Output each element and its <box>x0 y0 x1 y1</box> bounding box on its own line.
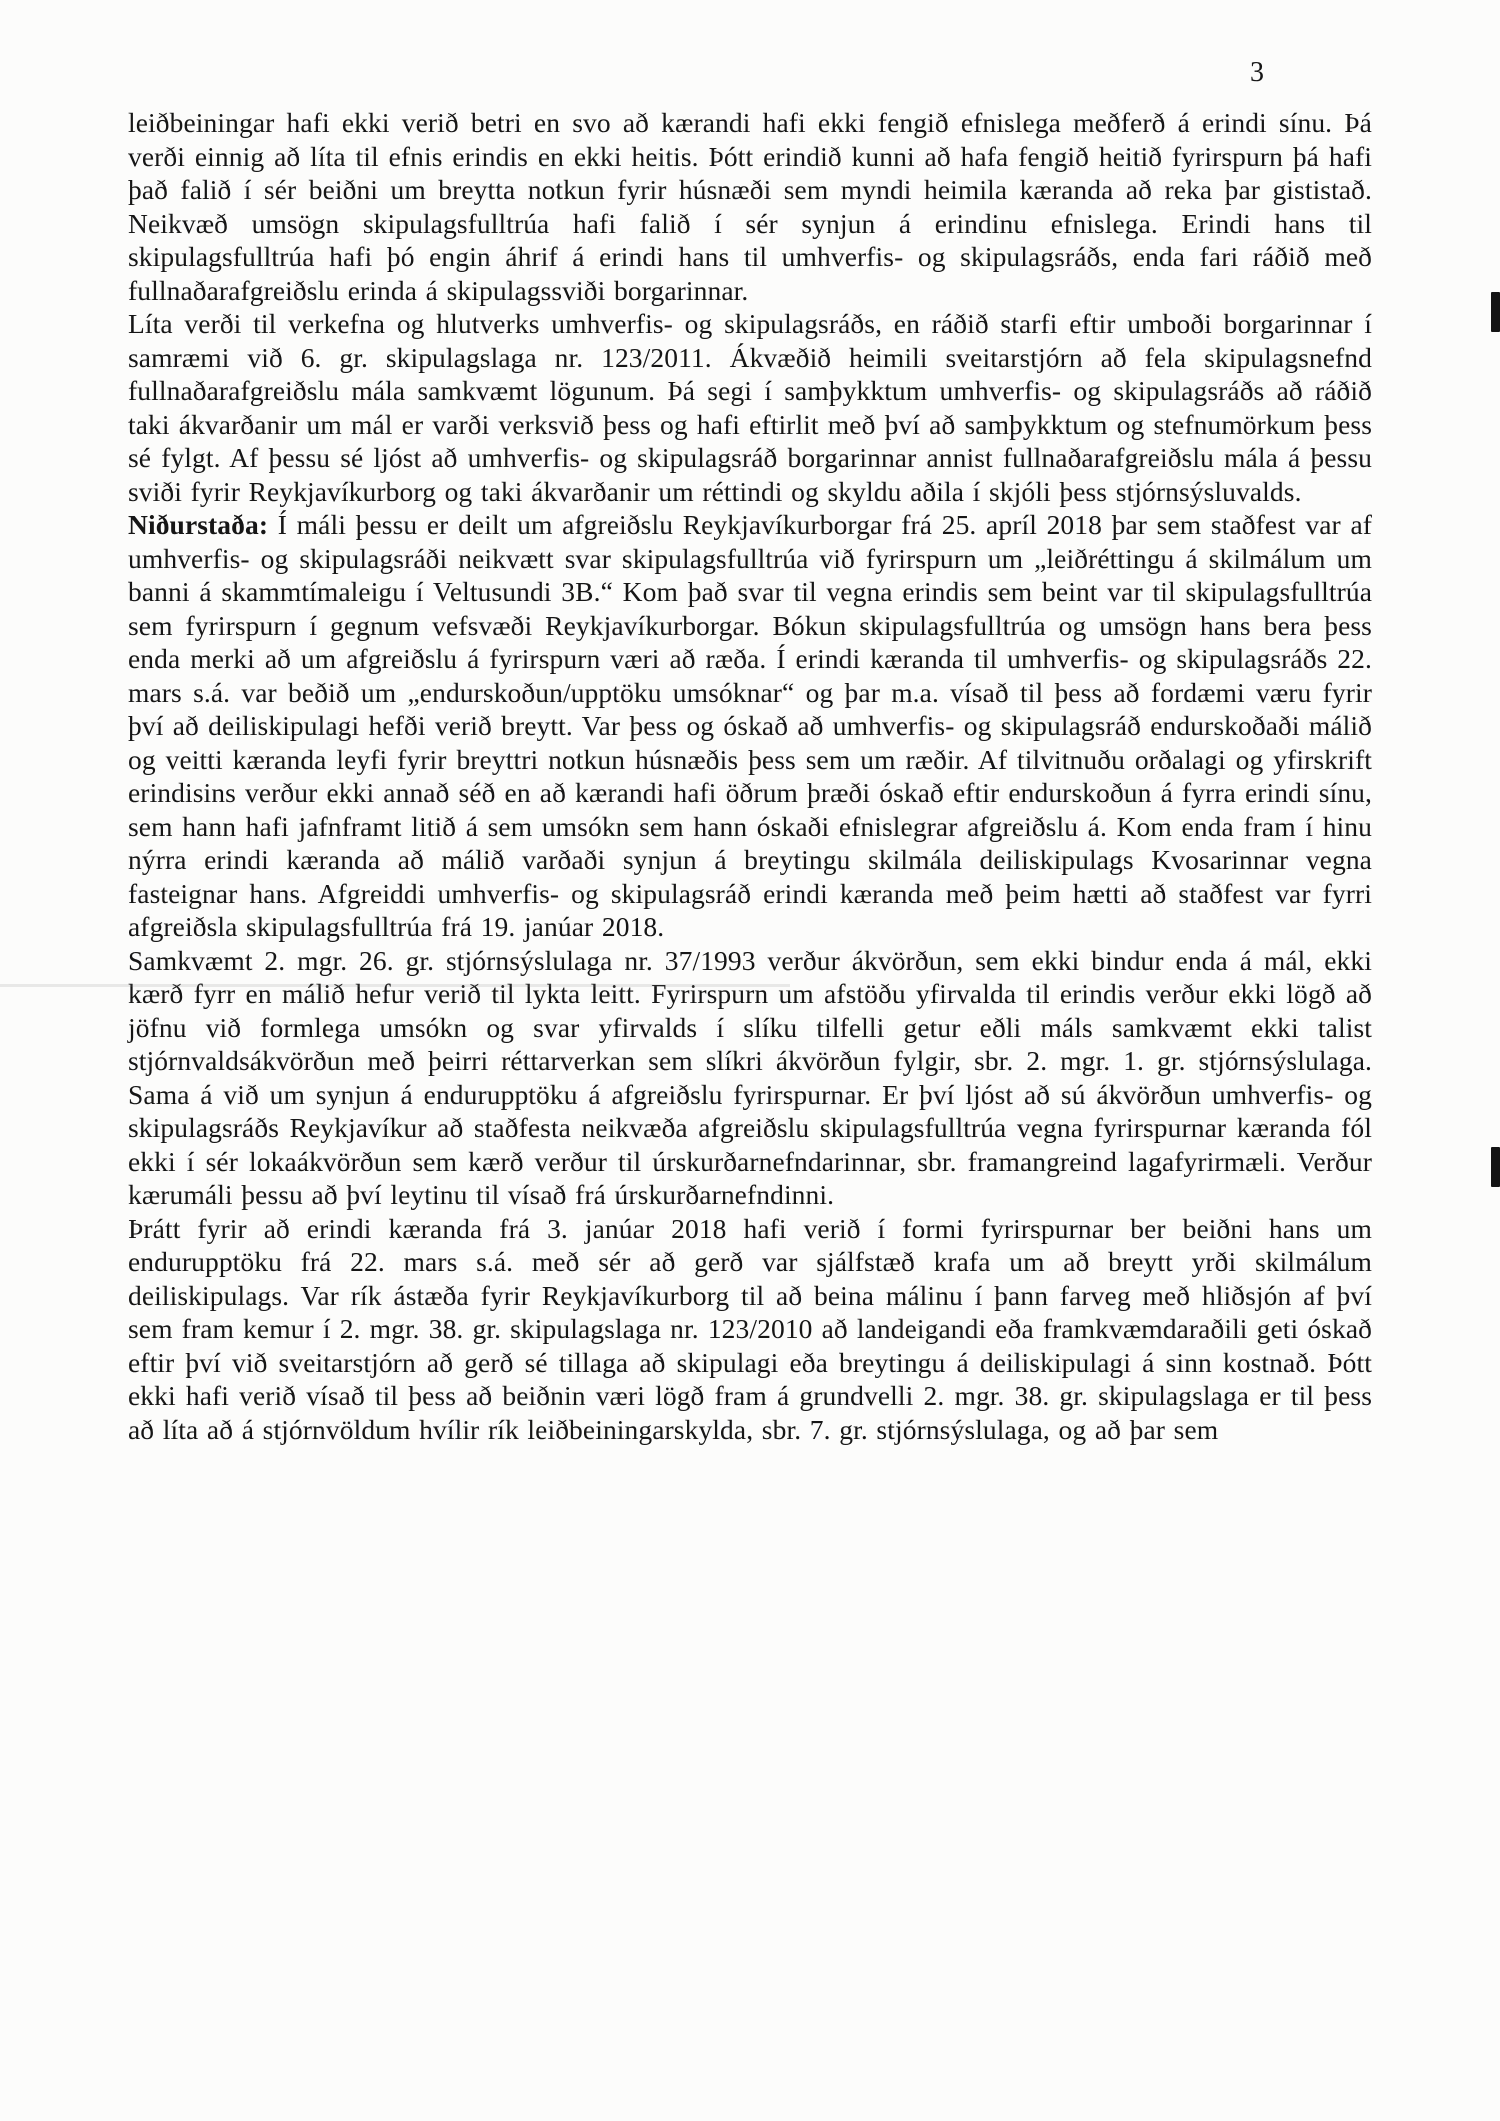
paragraph-2 <box>128 307 1372 508</box>
paragraph-text: Þrátt fyrir að erindi kæranda frá 3. janúar 2018 hafi verið í formi fyrirspurnar ber beiðni hans um endurupptöku frá 22. mars s.á. með sér að gerð var sjálfstæð krafa um að breytt yrði skilmálum deiliskipulags. Var rík ástæða fyrir Reykjavíkurborg til að beina málinu í þann farveg með hliðsjón af því sem fram kemur í 2. mgr. 38. gr. skipulagslaga nr. 123/2010 að landeigandi eða framkvæmdaraðili geti óskað eftir því við sveitarstjórn að gerð sé tillaga að skipulagi eða breytingu á deiliskipulagi á sinn kostnað. Þótt ekki hafi verið vísað til þess að beiðnin væri lögð fram á grundvelli 2. mgr. 38. gr. skipulagslaga er til þess að líta að á stjórnvöldum hvílir rík leiðbeiningarskylda, sbr. 7. gr. stjórnsýslulaga, og að þar sem <box>128 1212 1372 1445</box>
page-number: 3 <box>1250 57 1264 88</box>
paragraph-5 <box>128 1212 1372 1447</box>
paragraph-1 <box>128 106 1372 307</box>
scan-edge-mark-artifact <box>1491 1147 1500 1187</box>
scan-edge-mark-artifact <box>1491 292 1500 332</box>
paragraph-text: Líta verði til verkefna og hlutverks umhverfis- og skipulagsráðs, en ráðið starfi eftir umboði borgarinnar í samræmi við 6. gr. skipulagslaga nr. 123/2011. Ákvæðið heimili sveitarstjórn að fela skipulagsnefnd fullnaðarafgreiðslu mála samkvæmt lögunum. Þá segi í samþykktum umhverfis- og skipulagsráðs að ráðið taki ákvarðanir um mál er varði verksvið þess og hafi eftirlit með því að samþykktum og stefnumörkum þess sé fylgt. Af þessu sé ljóst að umhverfis- og skipulagsráð borgarinnar annist fullnaðarafgreiðslu mála á þessu sviði fyrir Reykjavíkurborg og taki ákvarðanir um réttindi og skyldu aðila í skjóli þess stjórnsýsluvalds. <box>128 308 1372 507</box>
paragraph-text: Samkvæmt 2. mgr. 26. gr. stjórnsýslulaga nr. 37/1993 verður ákvörðun, sem ekki bindur enda á mál, ekki kærð fyrr en málið hefur verið til lykta leitt. Fyrirspurn um afstöðu yfirvalda til erindis verður ekki lögð að jöfnu við formlega umsókn og svar yfirvalds í slíku tilfelli getur eðli máls samkvæmt ekki talist stjórnvaldsákvörðun með þeirri réttarverkan sem slíkri ákvörðun fylgir, sbr. 2. mgr. 1. gr. stjórnsýslulaga. Sama á við um synjun á endurupptöku á afgreiðslu fyrirspurnar. Er því ljóst að sú ákvörðun umhverfis- og skipulagsráðs Reykjavíkur að staðfesta neikvæða afgreiðslu skipulagsfulltrúa vegna fyrirspurnar kæranda fól ekki í sér lokaákvörðun sem kærð verður til úrskurðarnefndarinnar, sbr. framangreind lagafyrirmæli. Verður kærumáli þessu að því leytinu til vísað frá úrskurðarnefndinni. <box>128 944 1372 1210</box>
scan-line-artifact <box>0 984 790 987</box>
conclusion-label: Niðurstaða: <box>128 509 269 540</box>
paragraph-text: leiðbeiningar hafi ekki verið betri en svo að kærandi hafi ekki fengið efnislega meðferð á erindi sínu. Þá verði einnig að líta til efnis erindis en ekki heitis. Þótt erindið kunni að hafa fengið heitið fyrirspurn þá hafi það falið í sér beiðni um breytta notkun fyrir húsnæði sem myndi heimila kæranda að reka þar gististað. Neikvæð umsögn skipulagsfulltrúa hafi falið í sér synjun á erindinu efnislega. Erindi hans til skipulagsfulltrúa hafi þó engin áhrif á erindi hans til umhverfis- og skipulagsráðs, enda fari ráðið með fullnaðarafgreiðslu erinda á skipulagssviði borgarinnar. <box>128 107 1372 306</box>
paragraph-text: Í máli þessu er deilt um afgreiðslu Reykjavíkurborgar frá 25. apríl 2018 þar sem staðfest var af umhverfis- og skipulagsráði neikvætt svar skipulagsfulltrúa við fyrirspurn um „leiðréttingu á skilmálum um banni á skammtímaleigu í Veltusundi 3B.“ Kom það svar til vegna erindis sem beint var til skipulagsfulltrúa sem fyrirspurn í gegnum vefsvæði Reykjavíkurborgar. Bókun skipulagsfulltrúa og umsögn hans bera þess enda merki að um afgreiðslu á fyrirspurn væri að ræða. Í erindi kæranda til umhverfis- og skipulagsráðs 22. mars s.á. var beðið um „endurskoðun/upptöku umsóknar“ og þar m.a. vísað til þess að fordæmi væru fyrir því að deiliskipulagi hefði verið breytt. Var þess og óskað að umhverfis- og skipulagsráð endurskoðaði málið og veitti kæranda leyfi fyrir breyttri notkun húsnæðis þess sem um ræðir. Af tilvitnuðu orðalagi og yfirskrift erindisins verður ekki annað séð en að kærandi hafi öðrum þræði óskað eftir endurskoðun á fyrra erindi sínu, sem hann hafi jafnframt litið á sem umsókn sem hann óskaði efnislegrar afgreiðslu á. Kom enda fram í hinu nýrra erindi kæranda að málið varðaði synjun á breytingu skilmála deiliskipulags Kvosarinnar vegna fasteignar hans. Afgreiddi umhverfis- og skipulagsráð erindi kæranda með þeim hætti að staðfest var fyrri afgreiðsla skipulagsfulltrúa frá 19. janúar 2018. <box>128 509 1373 942</box>
paragraph-conclusion <box>128 508 1372 944</box>
document-body <box>128 106 1372 1446</box>
